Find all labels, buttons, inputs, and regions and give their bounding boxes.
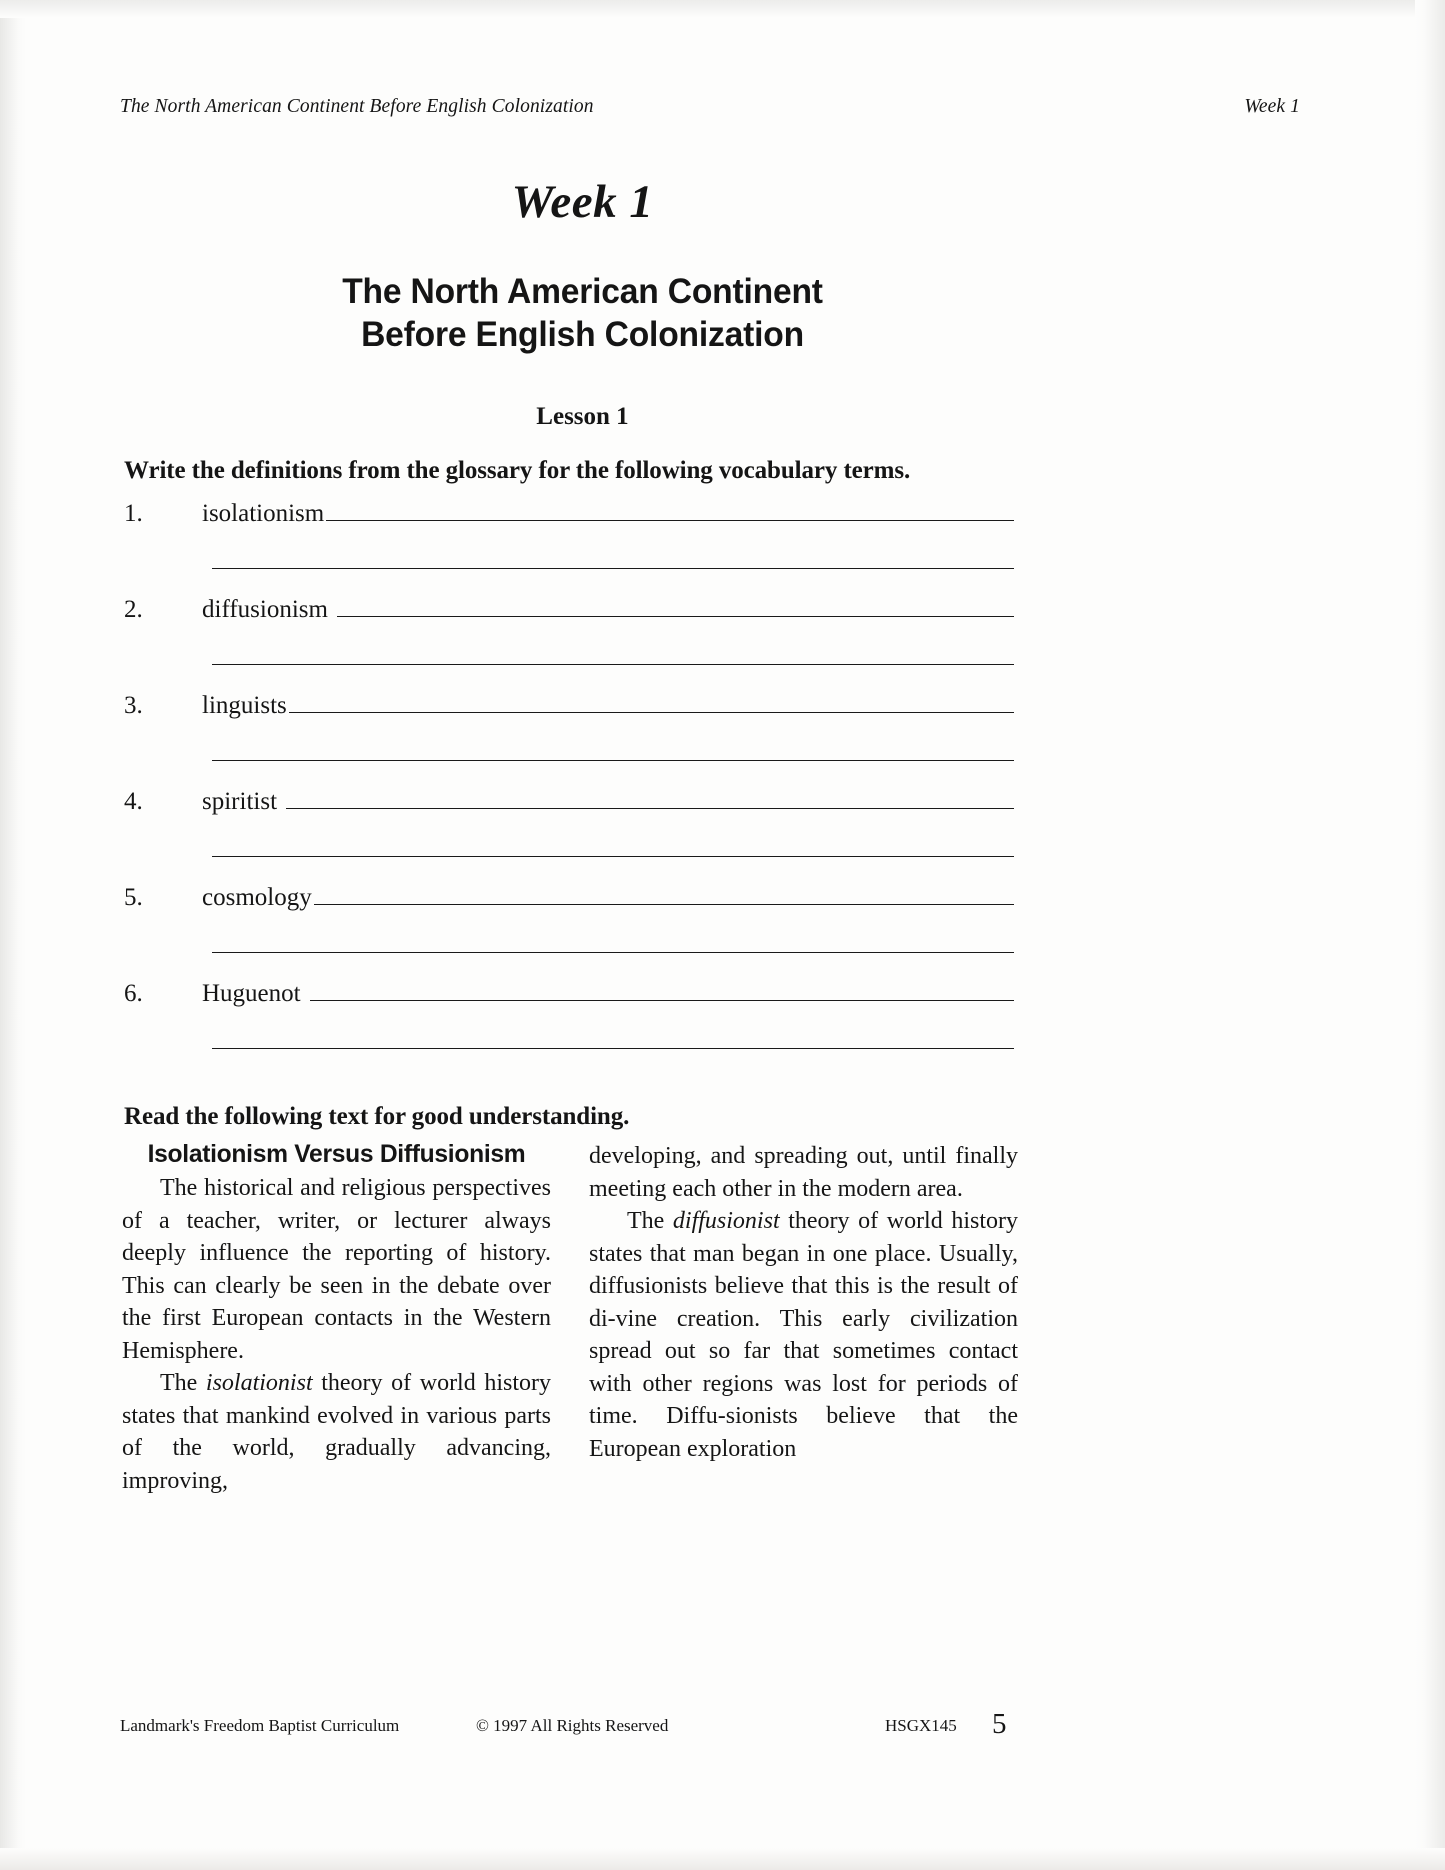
- running-head-right: Week 1: [1244, 96, 1300, 117]
- paragraph-text: The: [160, 1370, 206, 1396]
- paragraph: developing, and spreading out, until finally meeting each other in the modern area.: [589, 1143, 1018, 1202]
- vocabulary-item: [124, 884, 1014, 980]
- footer-publisher: Landmark's Freedom Baptist Curriculum: [120, 1716, 400, 1735]
- reading-instruction: Read the following text for good understanding.: [124, 1103, 630, 1130]
- page-title-line-2: Before English Colonization: [361, 315, 804, 354]
- vocabulary-item-number: 3.: [124, 692, 143, 719]
- vocabulary-list: [124, 500, 1014, 1076]
- vocabulary-item-term: isolationism: [202, 500, 325, 527]
- vocabulary-item-term: spiritist: [202, 788, 278, 815]
- answer-line[interactable]: [337, 616, 1014, 617]
- lesson-label: Lesson 1: [536, 403, 629, 430]
- footer-product-code: HSGX145: [885, 1716, 957, 1735]
- emphasized-term: diffusionist: [672, 1208, 780, 1234]
- answer-line[interactable]: [212, 952, 1014, 953]
- answer-line[interactable]: [326, 520, 1014, 521]
- answer-line[interactable]: [310, 1000, 1014, 1001]
- paragraph-text: theory of world history states that mankind evolved in various parts of the world, gradually advancing, improving,: [122, 1370, 551, 1494]
- answer-line[interactable]: [314, 904, 1014, 905]
- vocabulary-item-term: cosmology: [202, 884, 312, 911]
- answer-line[interactable]: [286, 808, 1014, 809]
- scan-edge-right: [1415, 0, 1445, 1870]
- page-title: [23, 270, 1141, 356]
- scan-edge-left: [0, 0, 26, 1870]
- vocabulary-item: [124, 788, 1014, 884]
- running-head: [120, 96, 1300, 118]
- vocabulary-instruction: Write the definitions from the glossary for the following vocabulary terms.: [124, 457, 911, 484]
- reading-subheading: Isolationism Versus Diffusionism: [147, 1140, 526, 1168]
- page-number: 5: [992, 1708, 1007, 1740]
- vocabulary-item: [124, 692, 1014, 788]
- answer-line[interactable]: [212, 760, 1014, 761]
- answer-line[interactable]: [289, 712, 1014, 713]
- paragraph: [589, 1205, 1018, 1465]
- answer-line[interactable]: [212, 856, 1014, 857]
- page-title-line-1: The North American Continent: [342, 272, 823, 311]
- scan-edge-bottom: [0, 1848, 1445, 1870]
- emphasized-term: isolationist: [205, 1370, 313, 1396]
- week-title: Week 1: [511, 176, 654, 228]
- paragraph: The historical and religious perspectives of a teacher, writer, or lecturer always deeply influence the reporting of history. This can clearly be seen in the debate over the first European contacts in the Western Hemisphere.: [122, 1175, 551, 1364]
- vocabulary-item-term: diffusionism: [202, 596, 328, 623]
- scan-edge-top: [0, 0, 1445, 18]
- reading-passage: [122, 1140, 1018, 1497]
- vocabulary-item-number: 1.: [124, 500, 143, 527]
- paragraph-text: The: [627, 1208, 673, 1234]
- vocabulary-item-number: 4.: [124, 788, 143, 815]
- vocabulary-item-number: 5.: [124, 884, 143, 911]
- answer-line[interactable]: [212, 568, 1014, 569]
- vocabulary-item: [124, 596, 1014, 692]
- vocabulary-item: [124, 980, 1014, 1076]
- reading-column-right: [589, 1140, 1018, 1497]
- running-head-left: The North American Continent Before English Colonization: [120, 96, 594, 117]
- vocabulary-item-term: linguists: [202, 692, 287, 719]
- page-footer: [120, 1708, 1300, 1746]
- paragraph-text: theory of world history states that man began in one place. Usually, diffusionists believe that this is the result of di-vine creation. This early civilization spread out so far that sometimes contact with other regions was lost for periods of time. Diffu-sionists believe that the European exploration: [589, 1208, 1018, 1462]
- vocabulary-item-number: 2.: [124, 596, 143, 623]
- footer-copyright: © 1997 All Rights Reserved: [476, 1716, 669, 1735]
- vocabulary-item-number: 6.: [124, 980, 143, 1007]
- reading-column-left: [122, 1140, 551, 1497]
- paragraph: [122, 1367, 551, 1497]
- answer-line[interactable]: [212, 1048, 1014, 1049]
- vocabulary-item: [124, 500, 1014, 596]
- answer-line[interactable]: [212, 664, 1014, 665]
- vocabulary-item-term: Huguenot: [202, 980, 301, 1007]
